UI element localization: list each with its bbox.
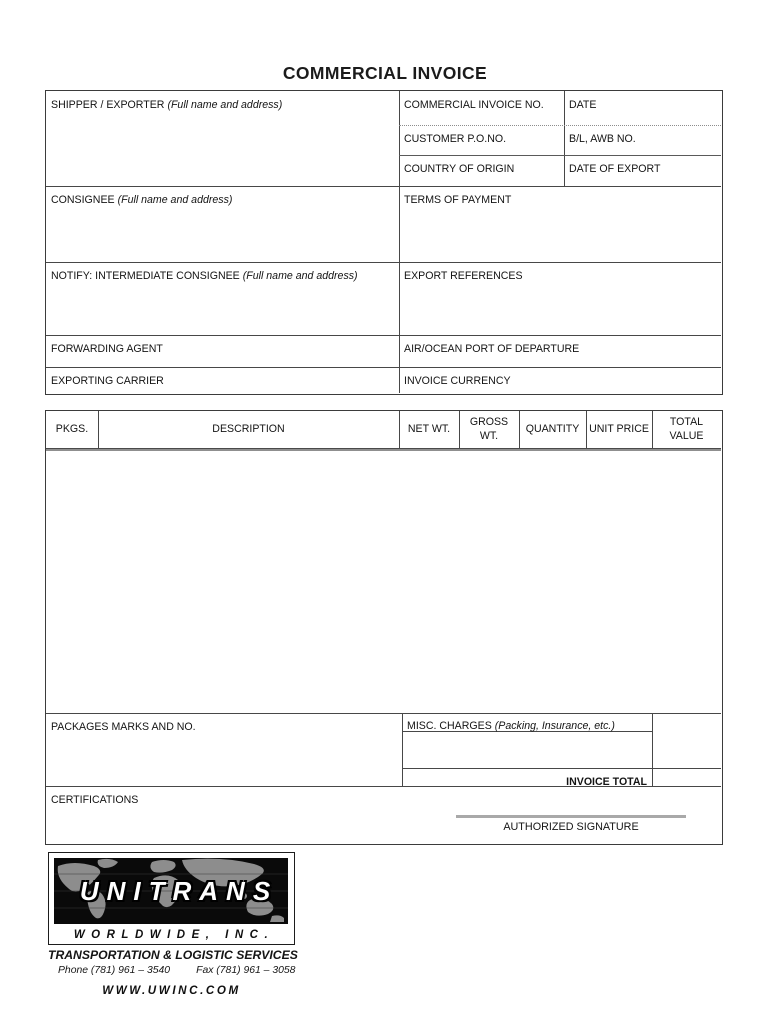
- packages-marks-field[interactable]: [46, 713, 402, 786]
- forwarding-agent-label: FORWARDING AGENT: [51, 343, 163, 355]
- country-of-origin-label: COUNTRY OF ORIGIN: [404, 163, 515, 175]
- export-references-field[interactable]: [399, 262, 721, 335]
- fax-number: Fax (781) 961 – 3058: [196, 965, 296, 976]
- misc-charges-label: MISC. CHARGES (Packing, Insurance, etc.): [407, 720, 615, 732]
- website-url[interactable]: WWW.UWINC.COM: [102, 984, 241, 997]
- brand-subtitle: WORLDWIDE, INC.: [73, 928, 275, 941]
- col-header-pkgs: PKGS.: [55, 422, 89, 435]
- invoice-currency-field[interactable]: [399, 367, 721, 393]
- commercial-invoice-no-field[interactable]: [399, 91, 564, 125]
- commercial-invoice-no-label: COMMERCIAL INVOICE NO.: [404, 99, 544, 111]
- consignee-label: CONSIGNEE (Full name and address): [51, 194, 233, 206]
- shipper-exporter-label: SHIPPER / EXPORTER (Full name and address): [51, 99, 283, 111]
- port-of-departure-label: AIR/OCEAN PORT OF DEPARTURE: [404, 343, 580, 355]
- header-rule: [46, 448, 721, 451]
- items-body-field[interactable]: [46, 452, 721, 713]
- notify-consignee-field[interactable]: [46, 262, 399, 335]
- notify-consignee-label: NOTIFY: INTERMEDIATE CONSIGNEE (Full name and address): [51, 270, 358, 282]
- phone-number: Phone (781) 961 – 3540: [58, 965, 171, 976]
- exporting-carrier-field[interactable]: [46, 367, 399, 393]
- col-header-gross-wt: GROSS WT.: [469, 416, 509, 442]
- contact-line: [58, 965, 295, 976]
- invoice-total-amount-field[interactable]: [652, 769, 721, 786]
- col-header-total-value: TOTAL VALUE: [669, 416, 704, 442]
- invoice-currency-label: INVOICE CURRENCY: [404, 375, 511, 387]
- misc-charges-amount-field[interactable]: [652, 713, 721, 768]
- consignee-field[interactable]: [46, 186, 399, 262]
- country-of-origin-field[interactable]: [399, 155, 564, 186]
- company-logo: [48, 852, 295, 945]
- export-references-label: EXPORT REFERENCES: [404, 270, 523, 282]
- shipment-info-box: [45, 90, 723, 395]
- misc-charges-header: [402, 713, 652, 731]
- signature-line[interactable]: [456, 815, 686, 818]
- col-header-description: DESCRIPTION: [212, 422, 285, 435]
- port-of-departure-field[interactable]: [399, 335, 721, 367]
- invoice-total-label: INVOICE TOTAL: [566, 776, 647, 788]
- terms-of-payment-label: TERMS OF PAYMENT: [404, 194, 512, 206]
- col-header-unit-price: UNIT PRICE: [589, 422, 649, 435]
- authorized-signature-label: AUTHORIZED SIGNATURE: [503, 821, 639, 833]
- certifications-label: CERTIFICATIONS: [51, 794, 139, 806]
- company-tagline: TRANSPORTATION & LOGISTIC SERVICES: [48, 948, 298, 962]
- invoice-total-row: [402, 769, 652, 786]
- exporting-carrier-label: EXPORTING CARRIER: [51, 375, 164, 387]
- forwarding-agent-field[interactable]: [46, 335, 399, 367]
- terms-of-payment-field[interactable]: [399, 186, 721, 262]
- customer-po-field[interactable]: [399, 125, 564, 155]
- world-map-panel: [54, 858, 288, 924]
- date-label: DATE: [569, 99, 597, 111]
- date-of-export-field[interactable]: [564, 155, 721, 186]
- page-title: COMMERCIAL INVOICE: [282, 63, 488, 83]
- misc-charges-field[interactable]: [402, 732, 652, 768]
- date-field[interactable]: [564, 91, 721, 125]
- col-header-net-wt: NET WT.: [407, 422, 451, 435]
- col-header-quantity: QUANTITY: [525, 422, 580, 435]
- shipper-exporter-field[interactable]: [46, 91, 399, 186]
- bl-awb-label: B/L, AWB NO.: [569, 133, 636, 145]
- customer-po-label: CUSTOMER P.O.NO.: [404, 133, 507, 145]
- date-of-export-label: DATE OF EXPORT: [569, 163, 661, 175]
- bl-awb-field[interactable]: [564, 125, 721, 155]
- items-table: [45, 410, 723, 845]
- brand-name: UNITRANS: [79, 875, 279, 906]
- packages-marks-label: PACKAGES MARKS AND NO.: [51, 721, 196, 733]
